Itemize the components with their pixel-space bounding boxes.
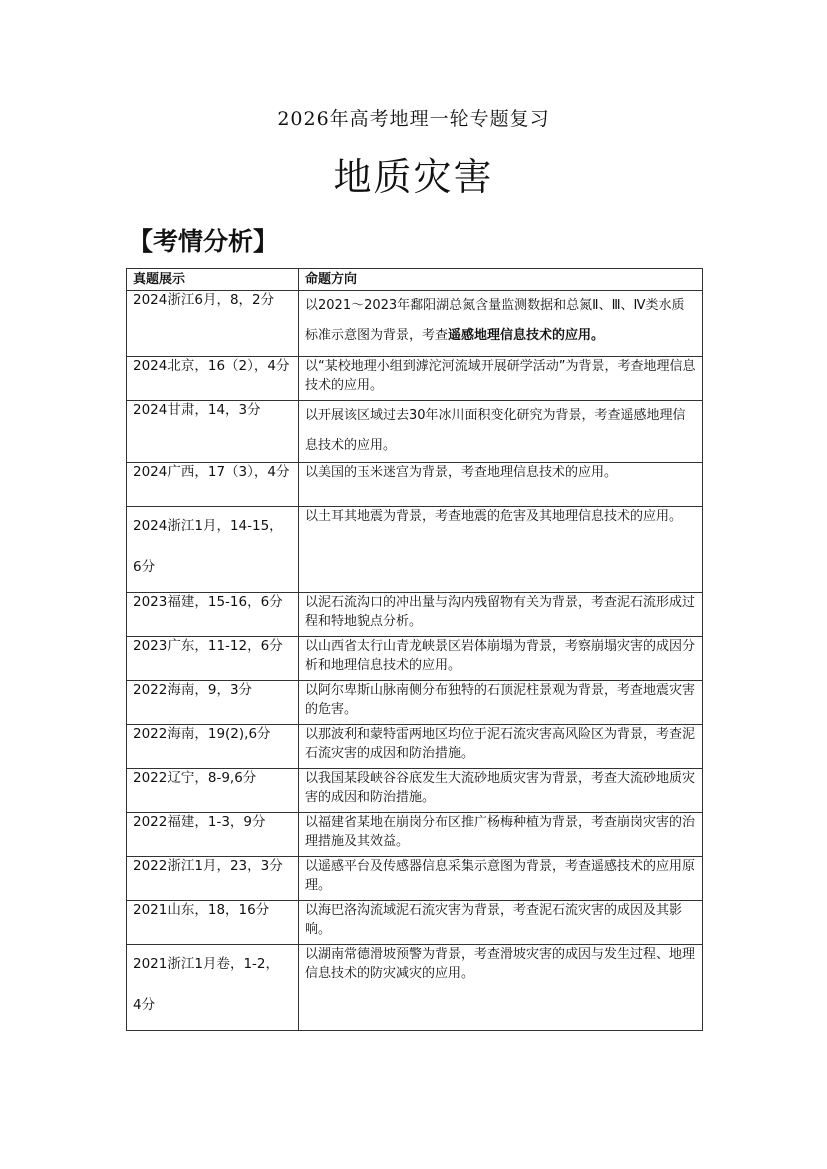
direction-cell: 以土耳其地震为背景，考查地震的危害及其地理信息技术的应用。 <box>299 507 703 593</box>
table-header-row <box>127 269 703 291</box>
table-row <box>127 637 703 681</box>
table-row <box>127 401 703 463</box>
section-heading: 【考情分析】 <box>128 227 279 256</box>
direction-cell: 以湖南常德滑坡预警为背景，考查滑坡灾害的成因与发生过程、地理信息技术的防灾减灾的应用。 <box>299 945 703 1031</box>
document-subtitle: 2026年高考地理一轮专题复习 <box>277 108 550 130</box>
source-cell: 2023广东，11-12，6分 <box>127 637 299 681</box>
table-row <box>127 463 703 507</box>
source-cell: 2022海南，19(2),6分 <box>127 725 299 769</box>
exam-analysis-table <box>126 268 703 1031</box>
source-line-1: 2024浙江1月，14-15， <box>133 518 283 534</box>
table-row <box>127 681 703 725</box>
direction-cell: 以海巴洛沟流域泥石流灾害为背景，考查泥石流灾害的成因及其影响。 <box>299 901 703 945</box>
direction-cell: 以福建省某地在崩岗分布区推广杨梅种植为背景，考查崩岗灾害的治理措施及其效益。 <box>299 813 703 857</box>
direction-emphasis: 遥感地理信息技术的应用。 <box>448 328 605 343</box>
source-line-2: 4分 <box>133 997 156 1013</box>
direction-cell <box>299 291 703 357</box>
source-cell: 2024甘肃，14，3分 <box>127 401 299 463</box>
source-cell: 2022辽宁，8-9,6分 <box>127 769 299 813</box>
source-cell: 2024北京，16（2），4分 <box>127 357 299 401</box>
direction-cell: 以阿尔卑斯山脉南侧分布独特的石顶泥柱景观为背景，考查地震灾害的危害。 <box>299 681 703 725</box>
direction-cell: 以山西省太行山青龙峡景区岩体崩塌为背景，考察崩塌灾害的成因分析和地理信息技术的应用。 <box>299 637 703 681</box>
table-row <box>127 901 703 945</box>
header-source: 真题展示 <box>127 269 299 291</box>
source-cell: 2022福建，1-3，9分 <box>127 813 299 857</box>
table-row <box>127 593 703 637</box>
direction-cell: 以“某校地理小组到滹沱河流域开展研学活动”为背景，考查地理信息技术的应用。 <box>299 357 703 401</box>
source-line-1: 2021浙江1月卷，1-2， <box>133 956 279 972</box>
direction-cell: 以美国的玉米迷宫为背景，考查地理信息技术的应用。 <box>299 463 703 507</box>
direction-cell: 以那波利和蒙特雷两地区均位于泥石流灾害高风险区为背景，考查泥石流灾害的成因和防治措施。 <box>299 725 703 769</box>
source-cell: 2022浙江1月，23，3分 <box>127 857 299 901</box>
table-row <box>127 945 703 1031</box>
table-row <box>127 769 703 813</box>
source-cell: 2022海南，9，3分 <box>127 681 299 725</box>
source-cell <box>127 507 299 593</box>
header-direction: 命题方向 <box>299 269 703 291</box>
direction-cell: 以遥感平台及传感器信息采集示意图为背景，考查遥感技术的应用原理。 <box>299 857 703 901</box>
table-row <box>127 813 703 857</box>
table-row <box>127 725 703 769</box>
source-cell: 2024浙江6月，8，2分 <box>127 291 299 357</box>
source-line-2: 6分 <box>133 559 156 575</box>
source-cell: 2023福建，15-16，6分 <box>127 593 299 637</box>
direction-text: 以2021～2023年鄱阳湖总氮含量监测数据和总氮Ⅱ、Ⅲ、Ⅳ类水质标准示意图为背景，考查 <box>305 298 685 343</box>
table-row <box>127 357 703 401</box>
source-cell: 2021山东，18，16分 <box>127 901 299 945</box>
direction-cell: 以我国某段峡谷谷底发生大流砂地质灾害为背景，考查大流砂地质灾害的成因和防治措施。 <box>299 769 703 813</box>
table-row <box>127 291 703 357</box>
document-title: 地质灾害 <box>333 155 494 199</box>
direction-cell: 以泥石流沟口的冲出量与沟内残留物有关为背景，考查泥石流形成过程和特地貌点分析。 <box>299 593 703 637</box>
source-cell <box>127 945 299 1031</box>
table-row <box>127 507 703 593</box>
table-row <box>127 857 703 901</box>
direction-cell: 以开展该区域过去30年冰川面积变化研究为背景，考查遥感地理信息技术的应用。 <box>299 401 703 463</box>
source-cell: 2024广西，17（3），4分 <box>127 463 299 507</box>
